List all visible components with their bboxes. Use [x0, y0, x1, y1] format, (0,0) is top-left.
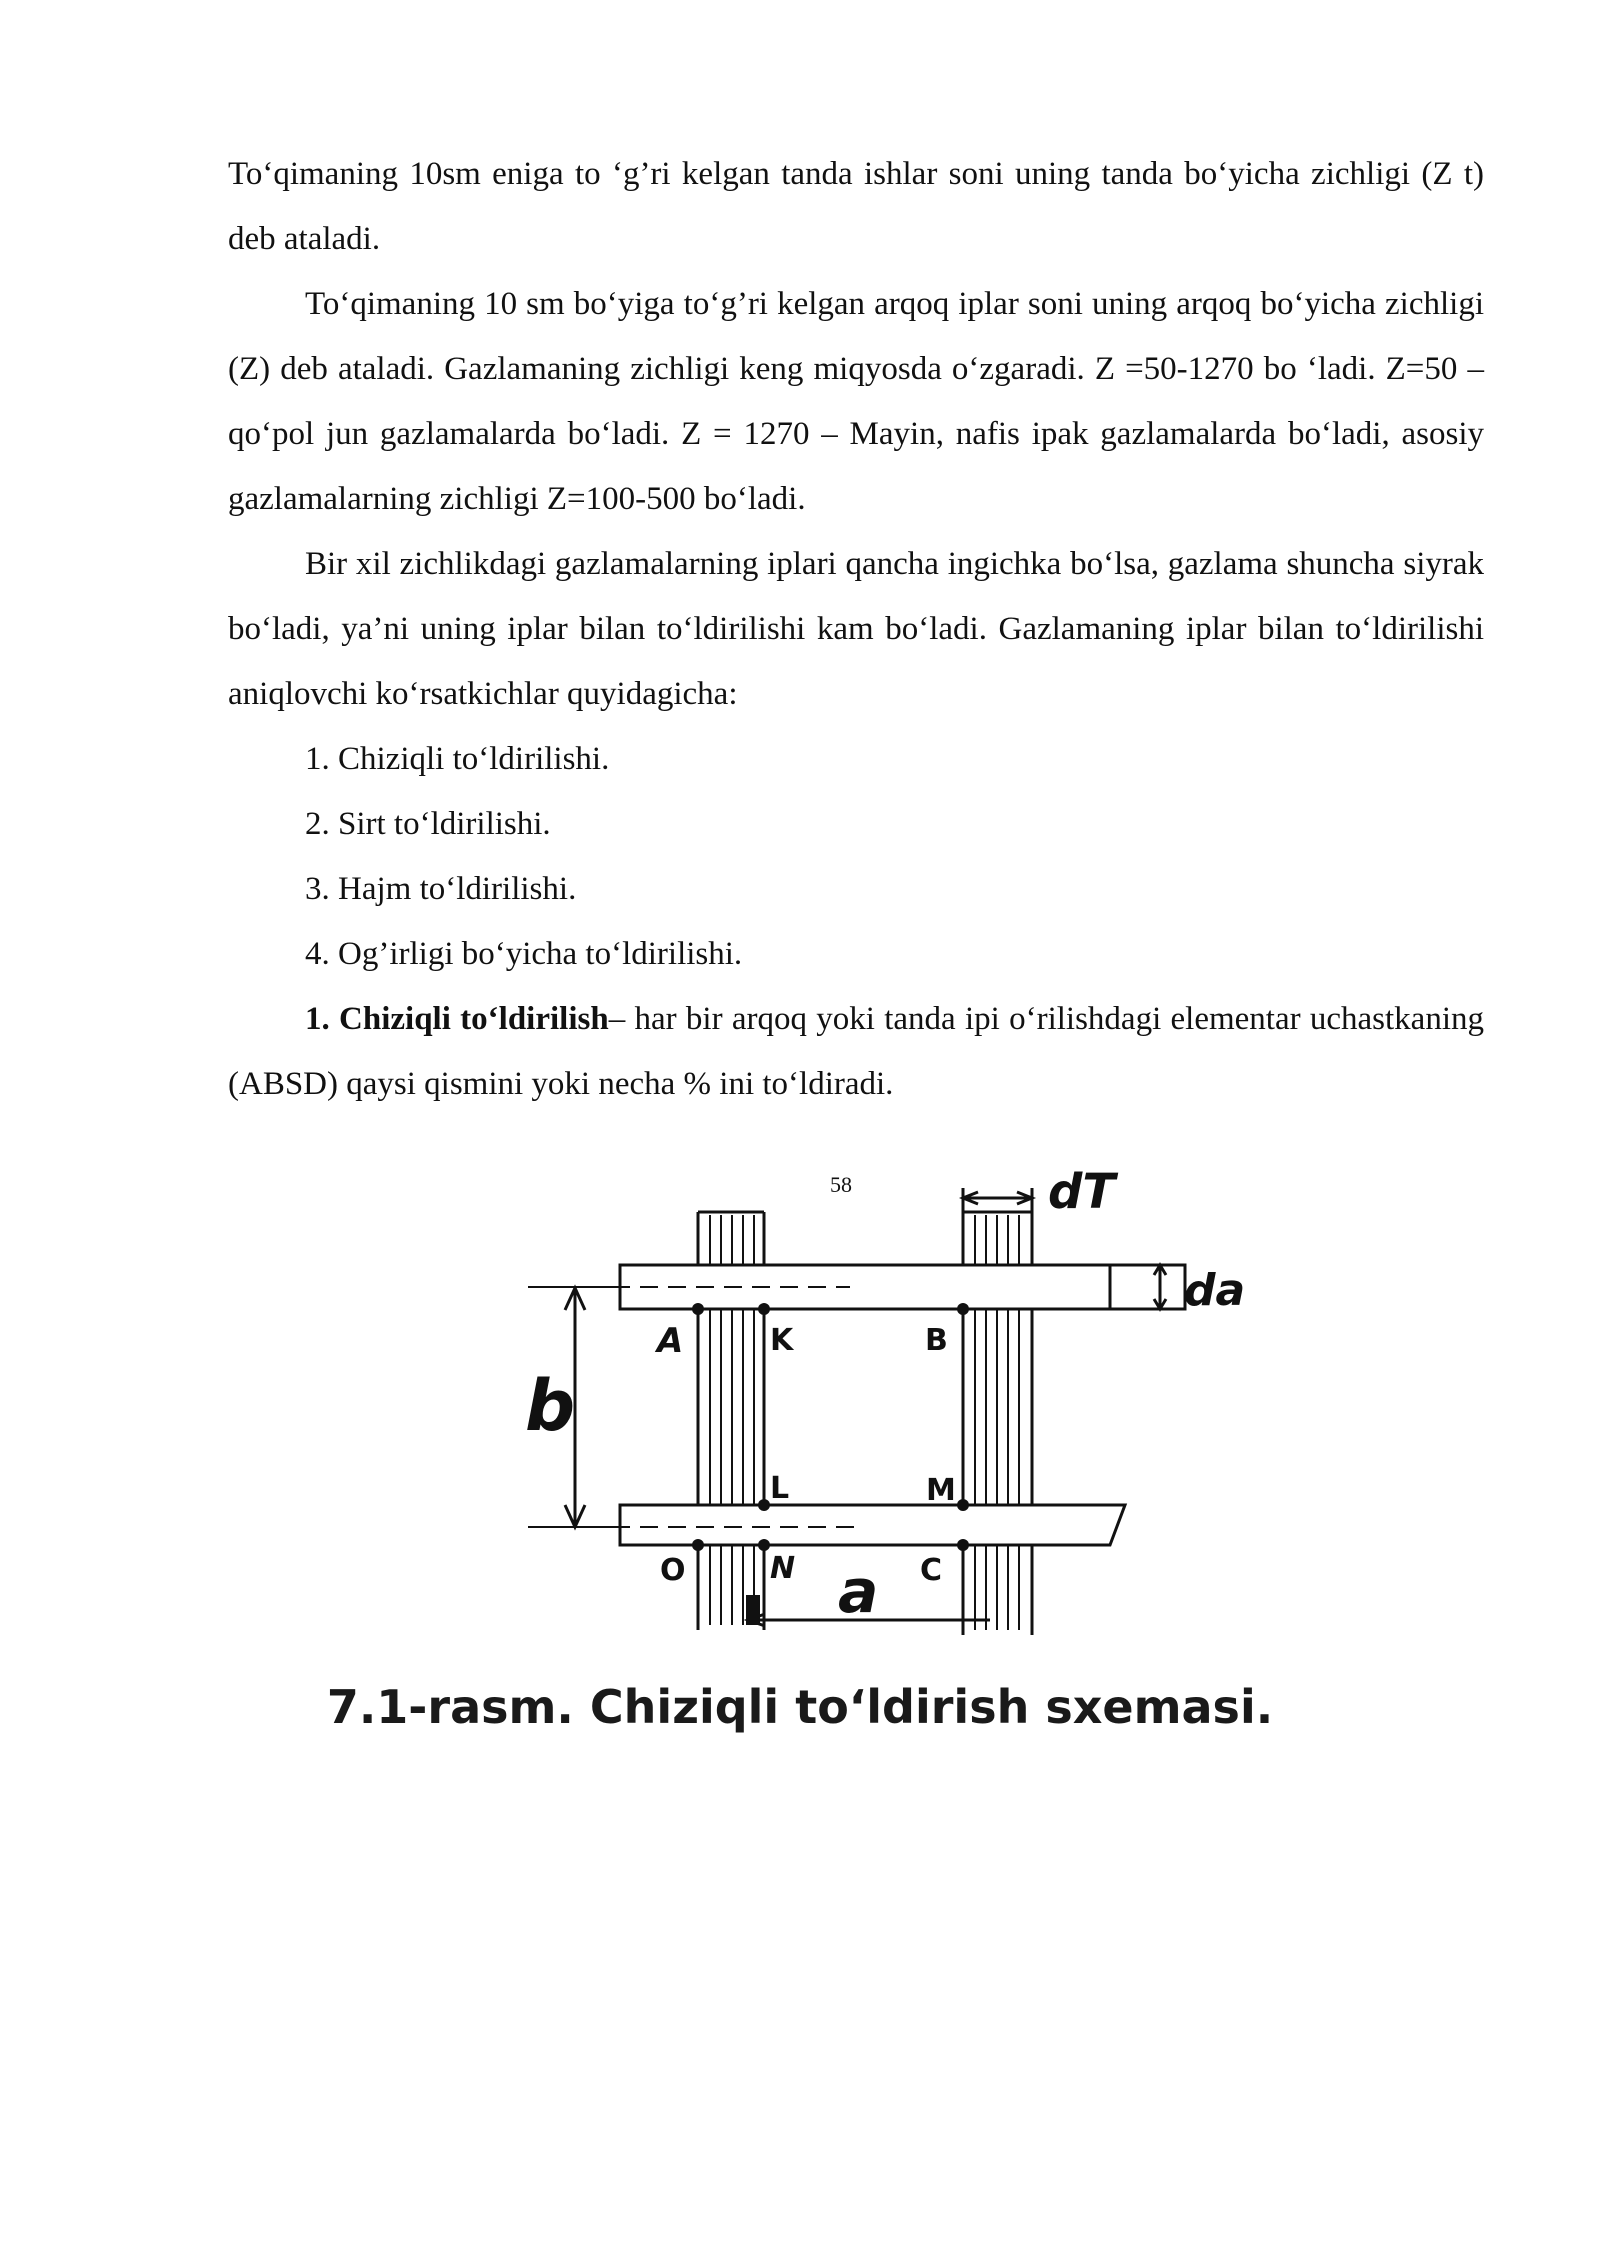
definition-text: – har bir arqoq yoki tanda ipi o‘rilishdagi elementar uchastkaning (ABSD) qaysi qismini yoki necha % ini to‘ldiradi. [228, 1001, 1485, 1102]
bottom-weft-thread [528, 1505, 1125, 1545]
paragraph-linear-filling [228, 987, 1484, 1117]
label-O: O [660, 1553, 686, 1588]
list-item: 1. Chiziqli to‘ldirilishi. [305, 741, 610, 777]
page-content [228, 142, 1484, 1117]
label-A: A [657, 1321, 684, 1361]
label-N: N [770, 1551, 796, 1586]
label-L: L [770, 1471, 790, 1506]
label-dT: dT [1048, 1164, 1116, 1220]
top-weft-thread [528, 1265, 1185, 1309]
label-M: M [926, 1473, 956, 1508]
label-K: K [770, 1323, 794, 1358]
label-b: b [525, 1365, 576, 1447]
definition-term: 1. Chiziqli to‘ldirilish [305, 1001, 609, 1037]
list-item: 2. Sirt to‘ldirilishi. [305, 806, 551, 842]
label-C: C [920, 1553, 943, 1588]
dT-dimension-arrow [963, 1188, 1032, 1212]
figure-caption: 7.1-rasm. Chiziqli to‘ldirish sxemasi. [326, 1680, 1274, 1734]
figure-page-number: 58 [830, 1172, 852, 1197]
paragraph-filling-intro: Bir xil zichlikdagi gazlamalarning iplari qancha ingichka bo‘lsa, gazlama shuncha siyrak bo‘ladi, ya’ni uning iplar bilan to‘ldirilishi kam bo‘ladi. Gazlamaning iplar bilan to‘ldirilishi aniqlovchi ko‘rsatkichlar quyidagicha: [228, 546, 1484, 712]
label-da: da [1184, 1265, 1246, 1316]
label-B: B [925, 1323, 948, 1358]
list-item: 4. Og’irligi bo‘yicha to‘ldirilishi. [305, 936, 743, 972]
label-a: a [838, 1557, 879, 1627]
paragraph-weft-density: To‘qimaning 10 sm bo‘yiga to‘g’ri kelgan arqoq iplar soni uning arqoq bo‘yicha zichligi (Z) deb ataladi. Gazlamaning zichligi keng miqyosda o‘zgaradi. Z =50-1270 bo ‘ladi. Z=50 – qo‘pol jun gazlamalarda bo‘ladi. Z = 1270 – Mayin, nafis ipak gazlamalarda bo‘ladi, asosiy gazlamalarning zichligi Z=100-500 bo‘ladi. [228, 286, 1484, 517]
list-item: 3. Hajm to‘ldirilishi. [305, 871, 577, 907]
linear-filling-diagram [520, 1160, 1260, 1660]
paragraph-warp-density: To‘qimaning 10sm eniga to ‘g’ri kelgan tanda ishlar soni uning tanda bo‘yicha zichligi (Z t) deb ataladi. [228, 156, 1484, 257]
